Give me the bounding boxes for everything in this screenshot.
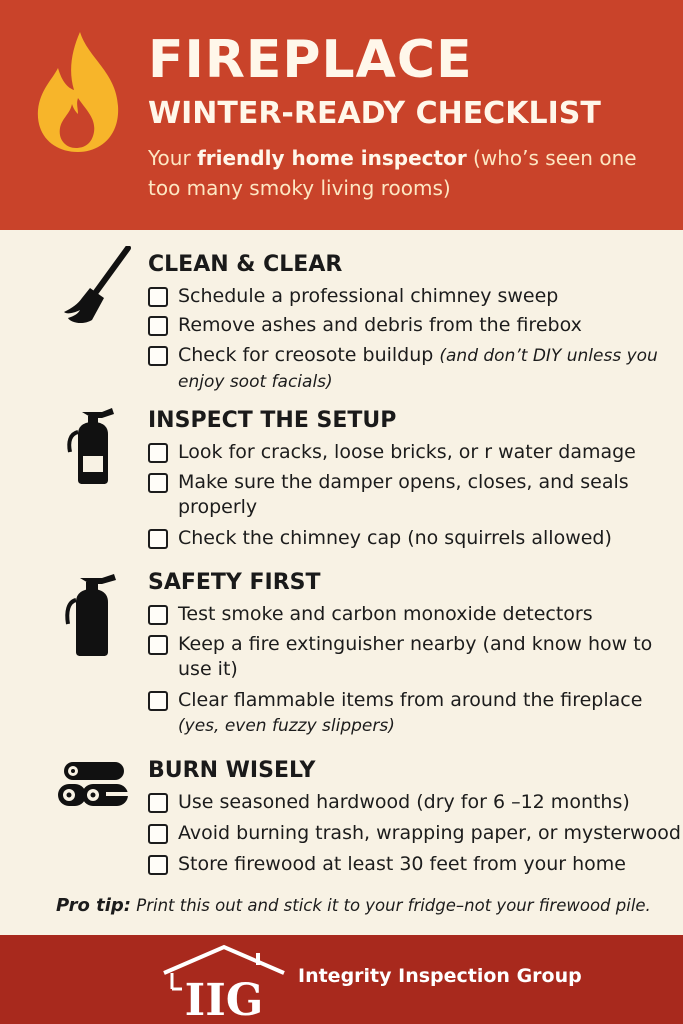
item-note: (and don’t DIY unless you enjoy soot facials)	[178, 346, 658, 392]
pro-tip	[56, 893, 676, 919]
fire-extinguisher-icon	[52, 406, 134, 488]
header-banner	[0, 0, 683, 230]
checklist-item[interactable]: Look for cracks, loose bricks, or r water damage	[148, 440, 668, 465]
logo-text: IIG	[184, 975, 264, 1019]
checklist-item[interactable]: Check for creosote buildup (and don’t DIY unless you enjoy soot facials)	[148, 343, 668, 395]
checklist-item[interactable]: Use seasoned hardwood (dry for 6 –12 months)	[148, 790, 668, 815]
company-logo	[160, 943, 290, 1019]
checkbox[interactable]	[148, 691, 168, 711]
checklist-item[interactable]: Make sure the damper opens, closes, and seals properly	[148, 470, 668, 520]
checkbox[interactable]	[148, 635, 168, 655]
flame-icon	[28, 28, 128, 156]
firewood-logs-icon	[52, 758, 134, 814]
checkbox[interactable]	[148, 605, 168, 625]
title-line-2: WINTER-READY CHECKLIST	[148, 96, 601, 131]
checklist-item[interactable]: Check the chimney cap (no squirrels allowed)	[148, 526, 668, 551]
title-line-1: FIREPLACE	[148, 30, 473, 90]
checklist-item[interactable]: Avoid burning trash, wrapping paper, or mysterwood	[148, 821, 668, 846]
checkbox[interactable]	[148, 529, 168, 549]
checkbox[interactable]	[148, 443, 168, 463]
section-title: CLEAN & CLEAR	[148, 252, 343, 277]
section-title: SAFETY FIRST	[148, 570, 321, 595]
fire-extinguisher-icon	[52, 572, 134, 660]
pro-tip-label: Pro tip:	[56, 895, 132, 916]
checkbox[interactable]	[148, 316, 168, 336]
section-title: INSPECT THE SETUP	[148, 408, 397, 433]
checklist-item[interactable]: Schedule a professional chimney sweep	[148, 284, 668, 309]
item-note: (yes, even fuzzy slippers)	[178, 716, 395, 736]
checklist-item[interactable]: Store firewood at least 30 feet from your home	[148, 852, 668, 877]
checkbox[interactable]	[148, 287, 168, 307]
checklist-item[interactable]: Clear flammable items from around the fireplace (yes, even fuzzy slippers)	[148, 688, 668, 739]
subtitle: Your friendly home inspector (who’s seen one too many smoky living rooms)	[148, 146, 637, 200]
checkbox[interactable]	[148, 346, 168, 366]
broom-icon	[52, 246, 134, 330]
checkbox[interactable]	[148, 824, 168, 844]
checkbox[interactable]	[148, 793, 168, 813]
checkbox[interactable]	[148, 855, 168, 875]
section-title: BURN WISELY	[148, 758, 316, 783]
checklist-item[interactable]: Remove ashes and debris from the firebox	[148, 313, 668, 338]
checkbox[interactable]	[148, 473, 168, 493]
pro-tip-text: Print this out and stick it to your fridge–not your firewood pile.	[131, 896, 651, 915]
company-name: Integrity Inspection Group	[298, 965, 582, 987]
checklist-item[interactable]: Test smoke and carbon monoxide detectors	[148, 602, 668, 627]
subtitle-bold: friendly home inspector	[197, 146, 467, 170]
footer-banner	[0, 935, 683, 1024]
checklist-item[interactable]: Keep a fire extinguisher nearby (and know how to use it)	[148, 632, 668, 682]
